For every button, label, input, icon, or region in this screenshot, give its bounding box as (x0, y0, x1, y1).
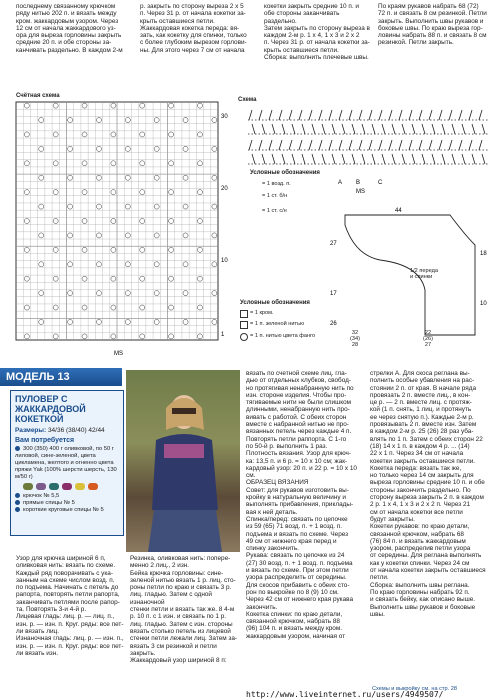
model-label: МОДЕЛЬ 13 (0, 368, 122, 386)
scheme-ms: MS (356, 189, 365, 194)
sizes-value: 34/36 (38/40) 42/44 (47, 427, 105, 434)
legend2-item-2: = 1 п. нитью цвета фанго (250, 333, 316, 339)
pattern-right-0: 18 (480, 251, 487, 257)
legend1-item-2: = 1 ст. с/н (262, 208, 287, 214)
chart-tick-1: 1 (221, 332, 225, 338)
legend1-item-1: = 1 ст. б/н (262, 193, 288, 199)
pattern-left-1: 17 (330, 291, 337, 297)
bullet-icon (15, 493, 20, 498)
footer-link[interactable]: Схемы и выкройку см. на стр. 28 (372, 686, 457, 692)
chart-tick-20: 20 (221, 186, 228, 192)
bullet-icon (15, 500, 20, 505)
scheme-label-c: C (378, 180, 383, 186)
legend2-item-1: = 1 п. зеленой нитью (250, 321, 305, 327)
source-url[interactable]: http://www.liveinternet.ru/users/4949507/ (246, 690, 444, 699)
yarn-swatch (36, 483, 46, 490)
chart-tick-10: 10 (221, 258, 228, 264)
bullet-icon (15, 446, 20, 451)
legend2-swatch-0 (240, 310, 248, 318)
bottom-text-col2: Резинка, оливковая нить: попере- менно 2 лиц., 2 изн. Бейка крючка горловины: сине- зеленой нитью вязать 1 р. лиц. сто- роны петли по краю и связать 3 р. лиц. гладью. Затем с одной изнаночной стенки петли и вязать так же. 8 4-м р. 10 п. с 1 изн. и связать по 1 р. лиц. гладью. Затем с изн. стороны вязать столько петель из лицевой стенки петли лежали лиц. Затем за- вязать 3 см резинкой и петли закрыть. Жаккардовый узор шириной 8 п: (130, 555, 238, 665)
model-info-box (10, 390, 124, 536)
top-text-col1: последнему связанному крючком ряду нитью 202 п. и вязать между кром. жаккардовым узором. Через 12 см от начала жаккардового уз- ора для выреза горловины закрыть средние 20 п. и обе стороны за- канчивать раздельно. В каждом 2-м (16, 3, 123, 54)
counting-chart (14, 100, 236, 358)
top-text-col3: кокетки закрыть средние 10 п. и обе стороны заканчивать раздельно. Затем закрыть по сторону выреза в каждом 2-м р. 1 x 4, 1 x 3 и 2 x 2 п. Через 31 р. от начала кокетки за- крыть оставшиеся петли. Сборка: выполнить плечевые швы. (264, 3, 370, 62)
model-photo (126, 370, 240, 552)
scheme-label-b: B (356, 180, 361, 186)
chart-title: Счётная схема (16, 93, 60, 99)
legend2-title: Условные обозначения (240, 300, 310, 306)
need-label: Вам потребуется (15, 437, 75, 444)
material-needles: прямые спицы № 5 (15, 500, 119, 507)
pattern-left-0: 27 (330, 241, 337, 247)
chart-tick-30: 30 (221, 114, 228, 120)
yarn-swatch (62, 483, 72, 490)
yarn-swatch (88, 483, 98, 490)
sizes-label: Размеры: (15, 427, 47, 434)
pattern-bottom-0: 32 (34) 28 (350, 330, 360, 348)
scheme-label-a: A (338, 180, 343, 186)
model-title: ПУЛОВЕР С ЖАККАРДОВОЙ КОКЕТКОЙ (15, 394, 86, 424)
pattern-left-2: 26 (330, 321, 337, 327)
legend2-swatch-1 (240, 321, 248, 329)
yarn-swatches (23, 483, 119, 491)
pattern-right-1: 10 (480, 301, 487, 307)
bottom-text-col3: вязать по счетной схеме лиц. гла- дью от отдельных клубков, свобод- но протягивая ненабранную нить по изн. стороне изделия. Чтобы про- тягиваемые нити не были слишком длинными, ненабранную нить про- вивать с работой. С обеих сторон вместе с набранной нитью не про- вязанных петель через каждые 4 п. Повторять петли раппорта. С 1-го по 50-й р. выполнить 1 раз. Плотность вязания. Узор для крюч- ка: 13,5 п. и 6 р. = 10 х 10 см; жак- кардовый узор: 20 п. и 22 р. = 10 х 10 см. ОБРАЗЕЦ ВЯЗАНИЯ Совет: для рукавов изготовить вы- кройку в натуральную величину и выполнять прибавления, приклады- вая к ней деталь. Спинка/перед: связать по цепочке из 59 (65) 71 возд. п. + 1 возд. п. подъема и вязать по схеме. Через 49 см от нижнего края перед и спинку закончить. Рукава: связать по цепочке из 24 (27) 30 возд. п. + 1 возд. п. подъема и вязать по схеме. При этом петли узора распределить от середины. Для скосов прибавить с обеих сто- рон по выкройке по 8 (9) 10 см. Через 42 см от нижнего края рукава закончить. Кокетка спинки: по краю детали, связанной крючком, набрать 88 (96) 104 п. и вязать между кром. жаккардовым узором, начиная от (246, 370, 357, 640)
pattern-bottom-1: 22 (26) 27 (423, 330, 433, 348)
legend2-swatch-2 (240, 333, 248, 341)
bottom-text-col1: Узор для крючка шириной 6 п, оливковая нить: вязать по схеме. Каждый ряд поворачивать с ука- занным на схеме числом возд. п. по подъема. Начинать с петель до рапорта, повторять петли рапорта, заканчивать петлями после рапор- та. Повторять 3-и 4-й р. Лицевая гладь: лиц. р. — лиц. п., изн. р. — изн. п. Круг. ряды: все пет- ли вязать лиц. Изнаночная гладь: лиц. р. — изн. п., изн. р. — изн. п. Круг. ряды: все пет- ли вязать изн. (16, 555, 124, 657)
scheme-title: Схема (238, 97, 257, 103)
legend1-item-0: = 1 возд. п. (262, 181, 291, 187)
top-text-col4: По краям рукавов набрать 68 (72) 72 п. и связать 8 см резинкой. Петли закрыть. Выполнить швы рукавов и боковые швы. По краю выреза гор- ловины набрать 88 п. и связать 8 см резинкой. Петли закрыть. (378, 3, 487, 47)
yarn-swatch (49, 483, 59, 490)
woman-figure-icon (126, 370, 240, 552)
material-circular: короткие круговые спицы № 5 (15, 507, 119, 514)
pattern-top: 44 (395, 208, 402, 214)
pattern-half-label: 1/2 переда и спинки (410, 268, 438, 280)
chart-ms-label: MS (114, 351, 123, 357)
top-text-col2: р. закрыть по сторону выреза 2 x 5 п. Через 31 р. от начала кокетки за- крыть оставшиеся петли. Жаккардовая кокетка переда: вя- зать, как кокетку для спинки, только с более глубоким вырезом горлови- ны. Для этого через 7 см от начала (140, 3, 247, 54)
legend1-title: Условные обозначения (250, 170, 320, 176)
bullet-icon (15, 507, 20, 512)
legend2-item-0: = 1 кром. (250, 310, 274, 316)
material-yarn: 300 (350) 400 г оливковой, по 50 г лиловой, сине-зеленой, цвета цикламена, желтого и огненно цвета пряжи Yak (100% шерсти шерсть, 130 м/50 г) (15, 446, 117, 481)
yarn-swatch (75, 483, 85, 490)
yarn-swatch (23, 483, 33, 490)
material-hook: крючок № 5,5 (15, 493, 119, 500)
bottom-text-col4: стрелки А. Для скоса реглана вы- полнить особые убавления на рас- стоянии 2 п. от края. В начале ряда провязать 2 п. вместе лиц., в кон- це р. — 2 п. вместе лиц. с протяж- кой (1 п. снять, 1 лиц. и протянуть ее через снятую п.). Каждые 2-м р. провязывать 2 п. вместе изн. Затем в каждом 2-м р. 25 (26) 28 раз уба- влять по 1 п. Затем с обеих сторон 22 (18) 14 х 1 п. в каждом 4 р. ... (14) 22 х 1 п. Через 34 см от начала кокетки закрыть оставшиеся петли. Кокетка переда: вязать так же, но только через 14 см закрыть для выреза горловины средние 10 п. и обе стороны закончить раздельно. По сторону выреза закрыть 2 п. в каждом 2 р. 1 х 4, 1 х 3 и 2 х 2 п. Через 21 см от начала кокетки все петли будут закрыты. Кокетки рукавов: по краю детали, связанной крючком, набрать 68 (76) 84 п. и вязать жаккардовым узором, распределив петли узора от середины. Для реглана выполнять как у кокетки спинки. Через 24 см от начала кокетки закрыть оставшиеся петли. Сборка: выполнить швы реглана. По краю горловины набрать 92 п. и связать бейку, как описано выше. Выполнить швы рукавов и боковые швы. (370, 370, 486, 618)
